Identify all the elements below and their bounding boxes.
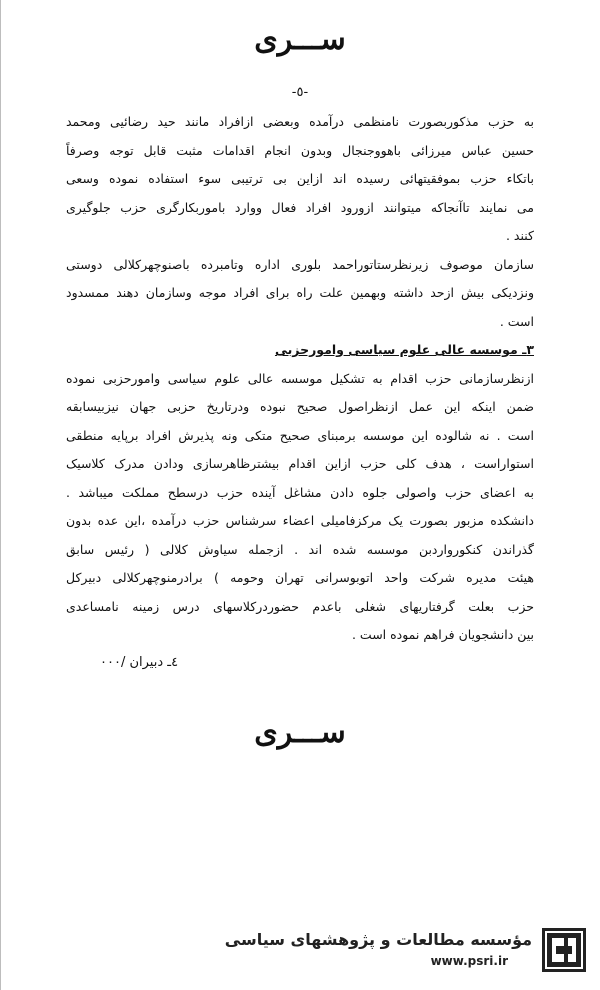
text-line: است . نه شالوده این موسسه برمبنای صحیح متکی ونه پذیرش افراد برپایه منطقی (66, 427, 534, 443)
document-body (66, 108, 534, 650)
text-line: است . (499, 313, 534, 329)
text-line: به حزب مذکوربصورت نامنظمی درآمده وبعضی ازافراد مانند حید رضائیی ومحمد (66, 114, 534, 129)
text-line: ازنظرسازمانی حزب اقدام به تشکیل موسسه عالی علوم سیاسی وامورحزبی نموده (66, 370, 534, 386)
paragraph-1 (66, 108, 534, 251)
page-edge (0, 0, 1, 990)
classification-footer: ســـرى (254, 715, 346, 750)
publisher-logo (224, 928, 588, 976)
text-line: کنند . (505, 228, 534, 243)
text-line: می نمایند تاآنجاکه میتوانند ازورود افراد فعال ووارد باموربکارگری حزب جلوگیری (66, 199, 534, 215)
org-url: www.psri.ir (430, 954, 508, 968)
text-line: ضمن اینکه این عمل ازنظراصول صحیح نبوده ودرتاریخ حزبی جهان نیزبیسابقه (66, 399, 534, 414)
text-line: هیئت مدیره شرکت واحد اتوبوسرانی تهران وحومه ) برادرمنوچهرکلالی دبیرکل (66, 570, 534, 585)
classification-header: ســـرى (254, 22, 346, 57)
text-line: حسین عباس میرزائی باهووجنجال وبدون انجام اقدامات مثبت قابل توجه وصرفاً (66, 142, 534, 158)
org-name: مؤسسه مطالعات و پژوهشهای سیاسی (224, 930, 532, 949)
text-line: بین دانشجویان فراهم نموده است . (351, 627, 534, 642)
section-3 (66, 336, 534, 650)
paragraph-2 (66, 251, 534, 337)
footer-reference: ٤ـ دبیران /٠٠٠ (100, 655, 179, 670)
page-number: -٥- (291, 85, 309, 100)
text-line: باتکاء حزب بموفقیتهائی رسیده اند ازاین بی ترتیبی سوء استفاده نموده وسعی (66, 171, 534, 186)
psri-logo-icon (542, 928, 586, 972)
text-line: استواراست ، هدف کلی حزب ازاین اقدام بیشترظاهرسازی ودادن مدرک کلاسیک (66, 456, 534, 471)
text-line: حزب بعلت گرفتاریهای شغلی باعدم حضوردرکلاسهای درس زمینه نامساعدی (66, 598, 534, 614)
text-line: گذراندن کنکورواردبن موسسه شده اند . ازجمله سیاوش کلالی ( رئیس سابق (66, 541, 534, 557)
text-line: سازمان موصوف زیرنظرستاتوراحمد بلوری اداره وتامبرده باصنوچهرکلالی دوستی (66, 256, 534, 272)
text-line: ونزدیکی بیش ازحد داشته وبهمین علت راه برای افراد موجه وسازمان دهند ممسدود (66, 285, 534, 300)
section-heading: ٣ـ موسسه عالی علوم سیاسی وامورحزبی (274, 342, 534, 357)
text-line: دانشکده مزبور بصورت یک مرکزفامیلی اعضاء سرشناس حزب درآمده ،این عده بدون (66, 513, 534, 528)
text-line: به اعضای حزب واصولی جلوه دادن مشاغل آینده حزب درسطح مملکت میباشد . (66, 484, 534, 500)
